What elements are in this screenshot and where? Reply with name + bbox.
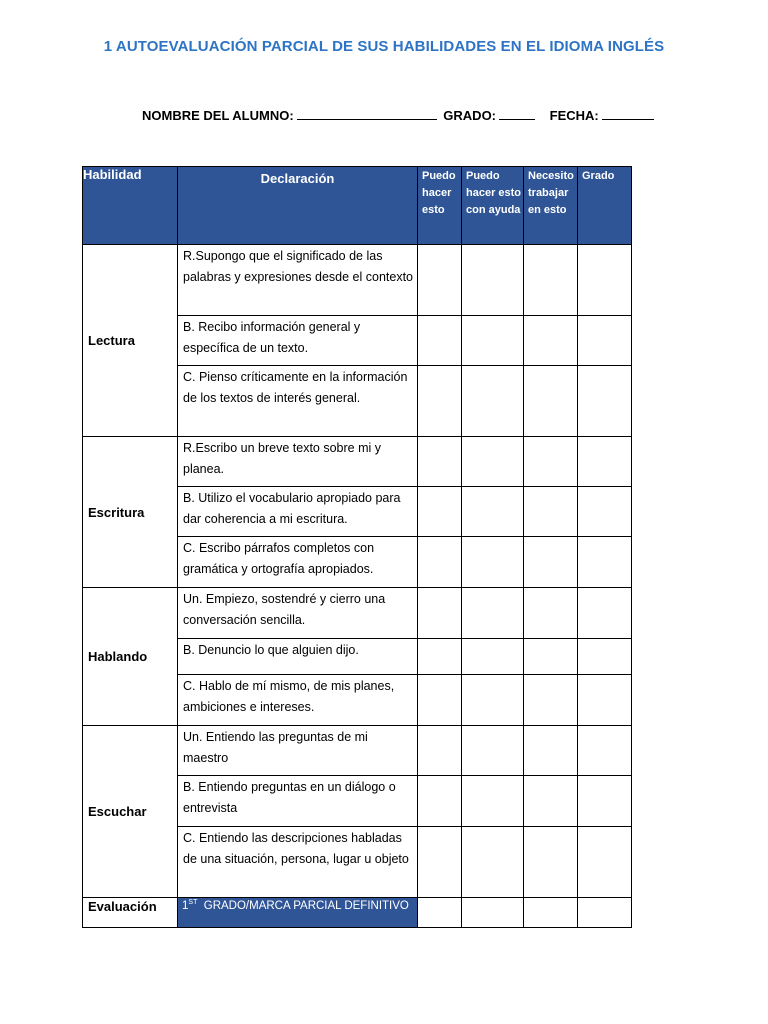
check-cell-can-do[interactable] <box>418 487 462 537</box>
check-cell-can-do-help[interactable] <box>462 639 524 675</box>
grade-cell[interactable] <box>578 639 632 675</box>
evaluation-row <box>83 898 632 928</box>
check-cell-need-work[interactable] <box>524 898 578 928</box>
statement-cell: B. Denuncio lo que alguien dijo. <box>178 639 418 675</box>
header-can-do-with-help: Puedo hacer esto con ayuda <box>462 167 524 245</box>
check-cell-can-do-help[interactable] <box>462 588 524 639</box>
check-cell-can-do-help[interactable] <box>462 537 524 588</box>
grade-label: GRADO: <box>443 108 497 123</box>
check-cell-can-do[interactable] <box>418 245 462 316</box>
check-cell-can-do[interactable] <box>418 537 462 588</box>
check-cell-can-do-help[interactable] <box>462 245 524 316</box>
grade-cell[interactable] <box>578 898 632 928</box>
grade-cell[interactable] <box>578 316 632 366</box>
student-name-label: NOMBRE DEL ALUMNO: <box>142 108 294 123</box>
check-cell-can-do-help[interactable] <box>462 776 524 827</box>
header-need-work: Necesito trabajar en esto <box>524 167 578 245</box>
grade-cell[interactable] <box>578 537 632 588</box>
check-cell-can-do-help[interactable] <box>462 316 524 366</box>
evaluation-label: Evaluación <box>83 898 178 928</box>
grade-cell[interactable] <box>578 366 632 437</box>
table-row <box>83 588 632 639</box>
check-cell-need-work[interactable] <box>524 639 578 675</box>
check-cell-can-do[interactable] <box>418 366 462 437</box>
check-cell-need-work[interactable] <box>524 675 578 726</box>
check-cell-need-work[interactable] <box>524 316 578 366</box>
self-assessment-table <box>82 166 632 928</box>
table-row <box>83 726 632 776</box>
student-name-blank[interactable] <box>297 107 437 120</box>
header-statement: Declaración <box>178 167 418 245</box>
statement-cell: R.Supongo que el significado de las palabras y expresiones desde el contexto <box>178 245 418 316</box>
check-cell-can-do[interactable] <box>418 588 462 639</box>
grade-cell[interactable] <box>578 245 632 316</box>
statement-cell: B. Recibo información general y específica de un texto. <box>178 316 418 366</box>
statement-cell: Un. Entiendo las preguntas de mi maestro <box>178 726 418 776</box>
grade-cell[interactable] <box>578 827 632 898</box>
statement-cell: C. Escribo párrafos completos con gramática y ortografía apropiados. <box>178 537 418 588</box>
date-blank[interactable] <box>602 107 654 120</box>
grade-blank[interactable] <box>499 107 535 120</box>
check-cell-can-do[interactable] <box>418 776 462 827</box>
check-cell-can-do-help[interactable] <box>462 437 524 487</box>
table-header-row <box>83 167 632 245</box>
check-cell-can-do[interactable] <box>418 639 462 675</box>
grade-cell[interactable] <box>578 437 632 487</box>
check-cell-can-do-help[interactable] <box>462 726 524 776</box>
check-cell-can-do[interactable] <box>418 437 462 487</box>
check-cell-can-do[interactable] <box>418 316 462 366</box>
statement-cell: Un. Empiezo, sostendré y cierro una conversación sencilla. <box>178 588 418 639</box>
check-cell-can-do-help[interactable] <box>462 366 524 437</box>
header-skill: Habilidad <box>83 167 178 245</box>
skill-lectura: Lectura <box>83 245 178 437</box>
final-grade-cell <box>178 898 418 928</box>
check-cell-need-work[interactable] <box>524 726 578 776</box>
check-cell-need-work[interactable] <box>524 245 578 316</box>
check-cell-can-do[interactable] <box>418 675 462 726</box>
document-title: 1 AUTOEVALUACIÓN PARCIAL DE SUS HABILIDADES EN EL IDIOMA INGLÉS <box>103 38 665 55</box>
check-cell-can-do-help[interactable] <box>462 675 524 726</box>
check-cell-can-do[interactable] <box>418 898 462 928</box>
check-cell-can-do-help[interactable] <box>462 827 524 898</box>
statement-cell: C. Entiendo las descripciones habladas de una situación, persona, lugar u objeto <box>178 827 418 898</box>
check-cell-need-work[interactable] <box>524 437 578 487</box>
check-cell-can-do[interactable] <box>418 827 462 898</box>
skill-hablando: Hablando <box>83 588 178 726</box>
check-cell-need-work[interactable] <box>524 537 578 588</box>
header-grade: Grado <box>578 167 632 245</box>
header-can-do: Puedo hacer esto <box>418 167 462 245</box>
final-grade-number: 1 <box>182 899 189 912</box>
table-row <box>83 245 632 316</box>
grade-cell[interactable] <box>578 588 632 639</box>
statement-cell: C. Pienso críticamente en la información de los textos de interés general. <box>178 366 418 437</box>
check-cell-can-do[interactable] <box>418 726 462 776</box>
statement-cell: C. Hablo de mí mismo, de mis planes, ambiciones e intereses. <box>178 675 418 726</box>
check-cell-need-work[interactable] <box>524 487 578 537</box>
check-cell-need-work[interactable] <box>524 827 578 898</box>
statement-cell: B. Entiendo preguntas en un diálogo o entrevista <box>178 776 418 827</box>
student-info-line <box>142 107 657 123</box>
check-cell-need-work[interactable] <box>524 776 578 827</box>
skill-escritura: Escritura <box>83 437 178 588</box>
check-cell-can-do-help[interactable] <box>462 487 524 537</box>
grade-cell[interactable] <box>578 776 632 827</box>
grade-cell[interactable] <box>578 675 632 726</box>
statement-cell: B. Utilizo el vocabulario apropiado para dar coherencia a mi escritura. <box>178 487 418 537</box>
check-cell-can-do-help[interactable] <box>462 898 524 928</box>
skill-escuchar: Escuchar <box>83 726 178 898</box>
final-grade-text: GRADO/MARCA PARCIAL DEFINITIVO <box>203 899 409 912</box>
statement-cell: R.Escribo un breve texto sobre mi y planea. <box>178 437 418 487</box>
grade-cell[interactable] <box>578 487 632 537</box>
check-cell-need-work[interactable] <box>524 366 578 437</box>
table-row <box>83 437 632 487</box>
final-grade-ordinal: ST <box>188 899 198 906</box>
grade-cell[interactable] <box>578 726 632 776</box>
check-cell-need-work[interactable] <box>524 588 578 639</box>
date-label: FECHA: <box>549 108 599 123</box>
